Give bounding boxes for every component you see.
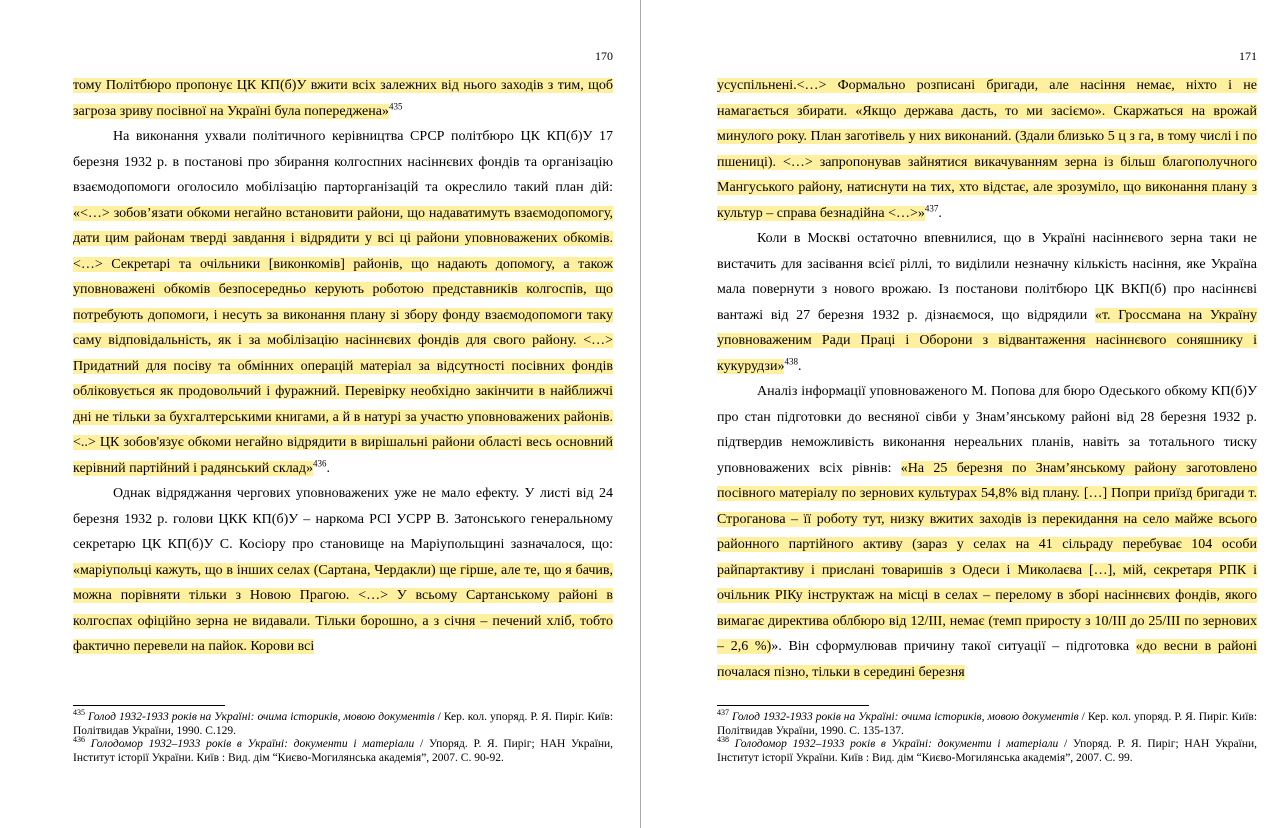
footnote-citation: / Кер. кол. упоряд. Р. Я. Пиріг. Київ: Політвидав України, 1990. С.129. [73,711,614,737]
body-paragraph [73,124,613,481]
footnote-source-title: Голод 1932-1933 років на Україні: очима істориків, мовою документів [87,711,435,723]
highlighted-quote: «т. Гроссмана на Україну уповноваженим Ради Праці і Оборони з відвантаження насіннєвого соняшнику і кукурудзи» [717,307,1257,374]
body-paragraph [73,481,613,660]
body-text: Однак відряджання чергових уповноважених уже не мало ефекту. У листі від 24 березня 1932 р. голови ЦКК КП(б)У – наркома РСІ УСРР В. Затонського генеральному секретарю ЦК КП(б)У С. Косіору про становище на Маріупольщині зазначалося, що: [73,486,613,552]
body-text: На виконання ухвали політичного керівництва СРСР політбюро ЦК КП(б)У 17 березня 1932 р. в постанові про збирання колгоспних насіннєвих фондів та організацію взаємодопомоги оголосило мобілізацію парторганізацій та окреслило такий план дій: [73,129,613,195]
body-text: Коли в Москві остаточно впевнилися, що в Україні насіннєвого зерна таки не вистачить для засівання всієї ріллі, то виділили незначну кількість насіння, яке Україна мала повернути з нового врожаю. Із постанови політбюро ЦК ВКП(б) про насіннєві вантажі від 27 березня 1932 р. дізнаємося, що відрядили [717,231,1257,323]
page-gutter-divider [640,0,641,828]
right-page [717,0,1257,828]
page-body [717,73,1257,685]
footnote [73,735,614,765]
footnote-reference: 437 [924,202,939,213]
body-paragraph [717,73,1257,226]
footnote-citation: / Упоряд. Р. Я. Пиріг; НАН України, Інститут історії України. Київ : Вид. дім “Києво-Могилянська академія”, 2007. С. 99. [717,738,1258,764]
footnote-citation: / Кер. кол. упоряд. Р. Я. Пиріг. Київ: Політвидав України, 1990. С. 135-137. [717,711,1258,737]
body-paragraph [717,379,1257,685]
footnote-separator [717,705,869,706]
page-number: 171 [1239,49,1257,63]
body-text: . [797,358,802,374]
footnote-number: 436 [73,735,85,745]
footnote-source-title: Голод 1932-1933 років на Україні: очима істориків, мовою документів [731,711,1079,723]
highlighted-quote: усуспільнені.<…> Формально розписані бригади, але насіння немає, ніхто і не намагається збирати. «Якщо держава дасть, то ми засіємо». Скаржаться на врожай минулого року. План заготівель у них виконаний. (Здали близько 5 ц з га, в тому числі і по пшениці). <…> запропонував зайнятися викачуванням зерна із більш благополучного Мангуського району, натиснути на тих, хто відстає, але зрозуміло, що виконання плану з культур – справа безнадійна <…>» [717,78,1257,221]
footnote-reference: 435 [388,100,403,111]
footnote-source-title: Голодомор 1932–1933 років в Україні: документи і матеріали [734,738,1059,750]
highlighted-quote: «На 25 березня по Знам’янському району заготовлено посівного матеріалу по зернових культурах 54,8% від плану. […] Попри приїзд бригади т. Строганова – її роботу тут, низку вжитих заходів із перекидання на село майже всього районного партійного активу (зараз у селах на 41 сільраду перебуває 104 особи райпартактиву і прислані товаришів з Одеси і Миколаєва […], мій, секретаря РПК і очільник РІКу інструктаж на місці в селах – перелому в зборі насіннєвих фондів, якого вимагає директива облбюро від 12/ІІІ, немає (темп приросту з 10/ІІІ до 25/ІІІ по зернових – 2,6 %) [717,460,1257,654]
footnote-citation: / Упоряд. Р. Я. Пиріг; НАН України, Інститут історії України. Київ : Вид. дім “Києво-Могилянська академія”, 2007. С. 90-92. [73,738,614,764]
footnotes [73,708,614,765]
footnote-source-title: Голодомор 1932–1933 років в Україні: документи і матеріали [90,738,415,750]
page-number: 170 [595,49,613,63]
body-paragraph [717,226,1257,379]
footnote-reference: 436 [313,457,327,468]
body-paragraph [73,73,613,124]
footnote-number: 435 [73,708,85,718]
highlighted-quote: «<…> зобов’язати обкоми негайно встановити райони, що надаватимуть взаємодопомогу, дати цим районам тверді завдання і відрядити у всі ці райони уповноважених обкомів. <…> Секретарі та очільники [виконкомів] районів, що надають допомогу, а також уповноважені обкомів безпосередньо керують роботою представників колгоспів, що потребують допомоги, і несуть за виконання плану зі збору фонду взаємодопомоги таку саму відповідальність, як і за мобілізацію насіннєвих фондів для свого району. <…> Придатний для посіву та обмінних операцій матеріал за відсутності посівних фондів обліковується як продовольчий і фуражний. Перевірку необхідно закінчити в найближчі дні не тільки за бухгалтерськими книгами, а й в натурі за участю уповноважених районів. <..> ЦК зобов'язує обкоми негайно відрядити в вирішальні райони області весь основний керівний партійний і радянський склад» [73,205,613,476]
body-text: ». Він сформулював причину такої ситуації – підготовка [771,639,1136,654]
highlighted-quote: «до весни в районі почалася пізно, тільки в середині березня [717,639,1257,680]
footnote [717,735,1258,765]
highlighted-quote: тому Політбюро пропонує ЦК КП(б)У вжити всіх залежних від нього заходів з тим, щоб загроза зриву посівної на Україні була попереджена» [73,78,613,119]
body-text: . [938,205,942,221]
body-text: . [326,460,331,476]
footnotes [717,708,1258,765]
footnote [73,708,614,738]
body-text: Аналіз інформації уповноваженого М. Попова для бюро Одеського обкому КП(б)У про стан підготовки до весняної сівби у Знам’янському районі від 28 березня 1932 р. підтвердив неможливість виконання нереальних планів, навіть за тотального тиску уповноважених всіх рівнів: [717,384,1257,476]
page-body [73,73,613,660]
footnote-number: 438 [717,735,729,745]
footnote-reference: 438 [784,355,798,366]
highlighted-quote: «маріупольці кажуть, що в інших селах (Сартана, Чердакли) ще гірше, але те, що я бачив, можна порівняти тільки з Новою Прагою. <…> У всьому Сартанському районі в колгоспах офіційно зерна не видавали. Тільки борошно, а з січня – печений хліб, тобто фактично перевели на пайок. Корови всі [73,562,613,654]
footnote [717,708,1258,738]
footnote-separator [73,705,225,706]
left-page [73,0,613,828]
footnote-number: 437 [717,708,729,718]
